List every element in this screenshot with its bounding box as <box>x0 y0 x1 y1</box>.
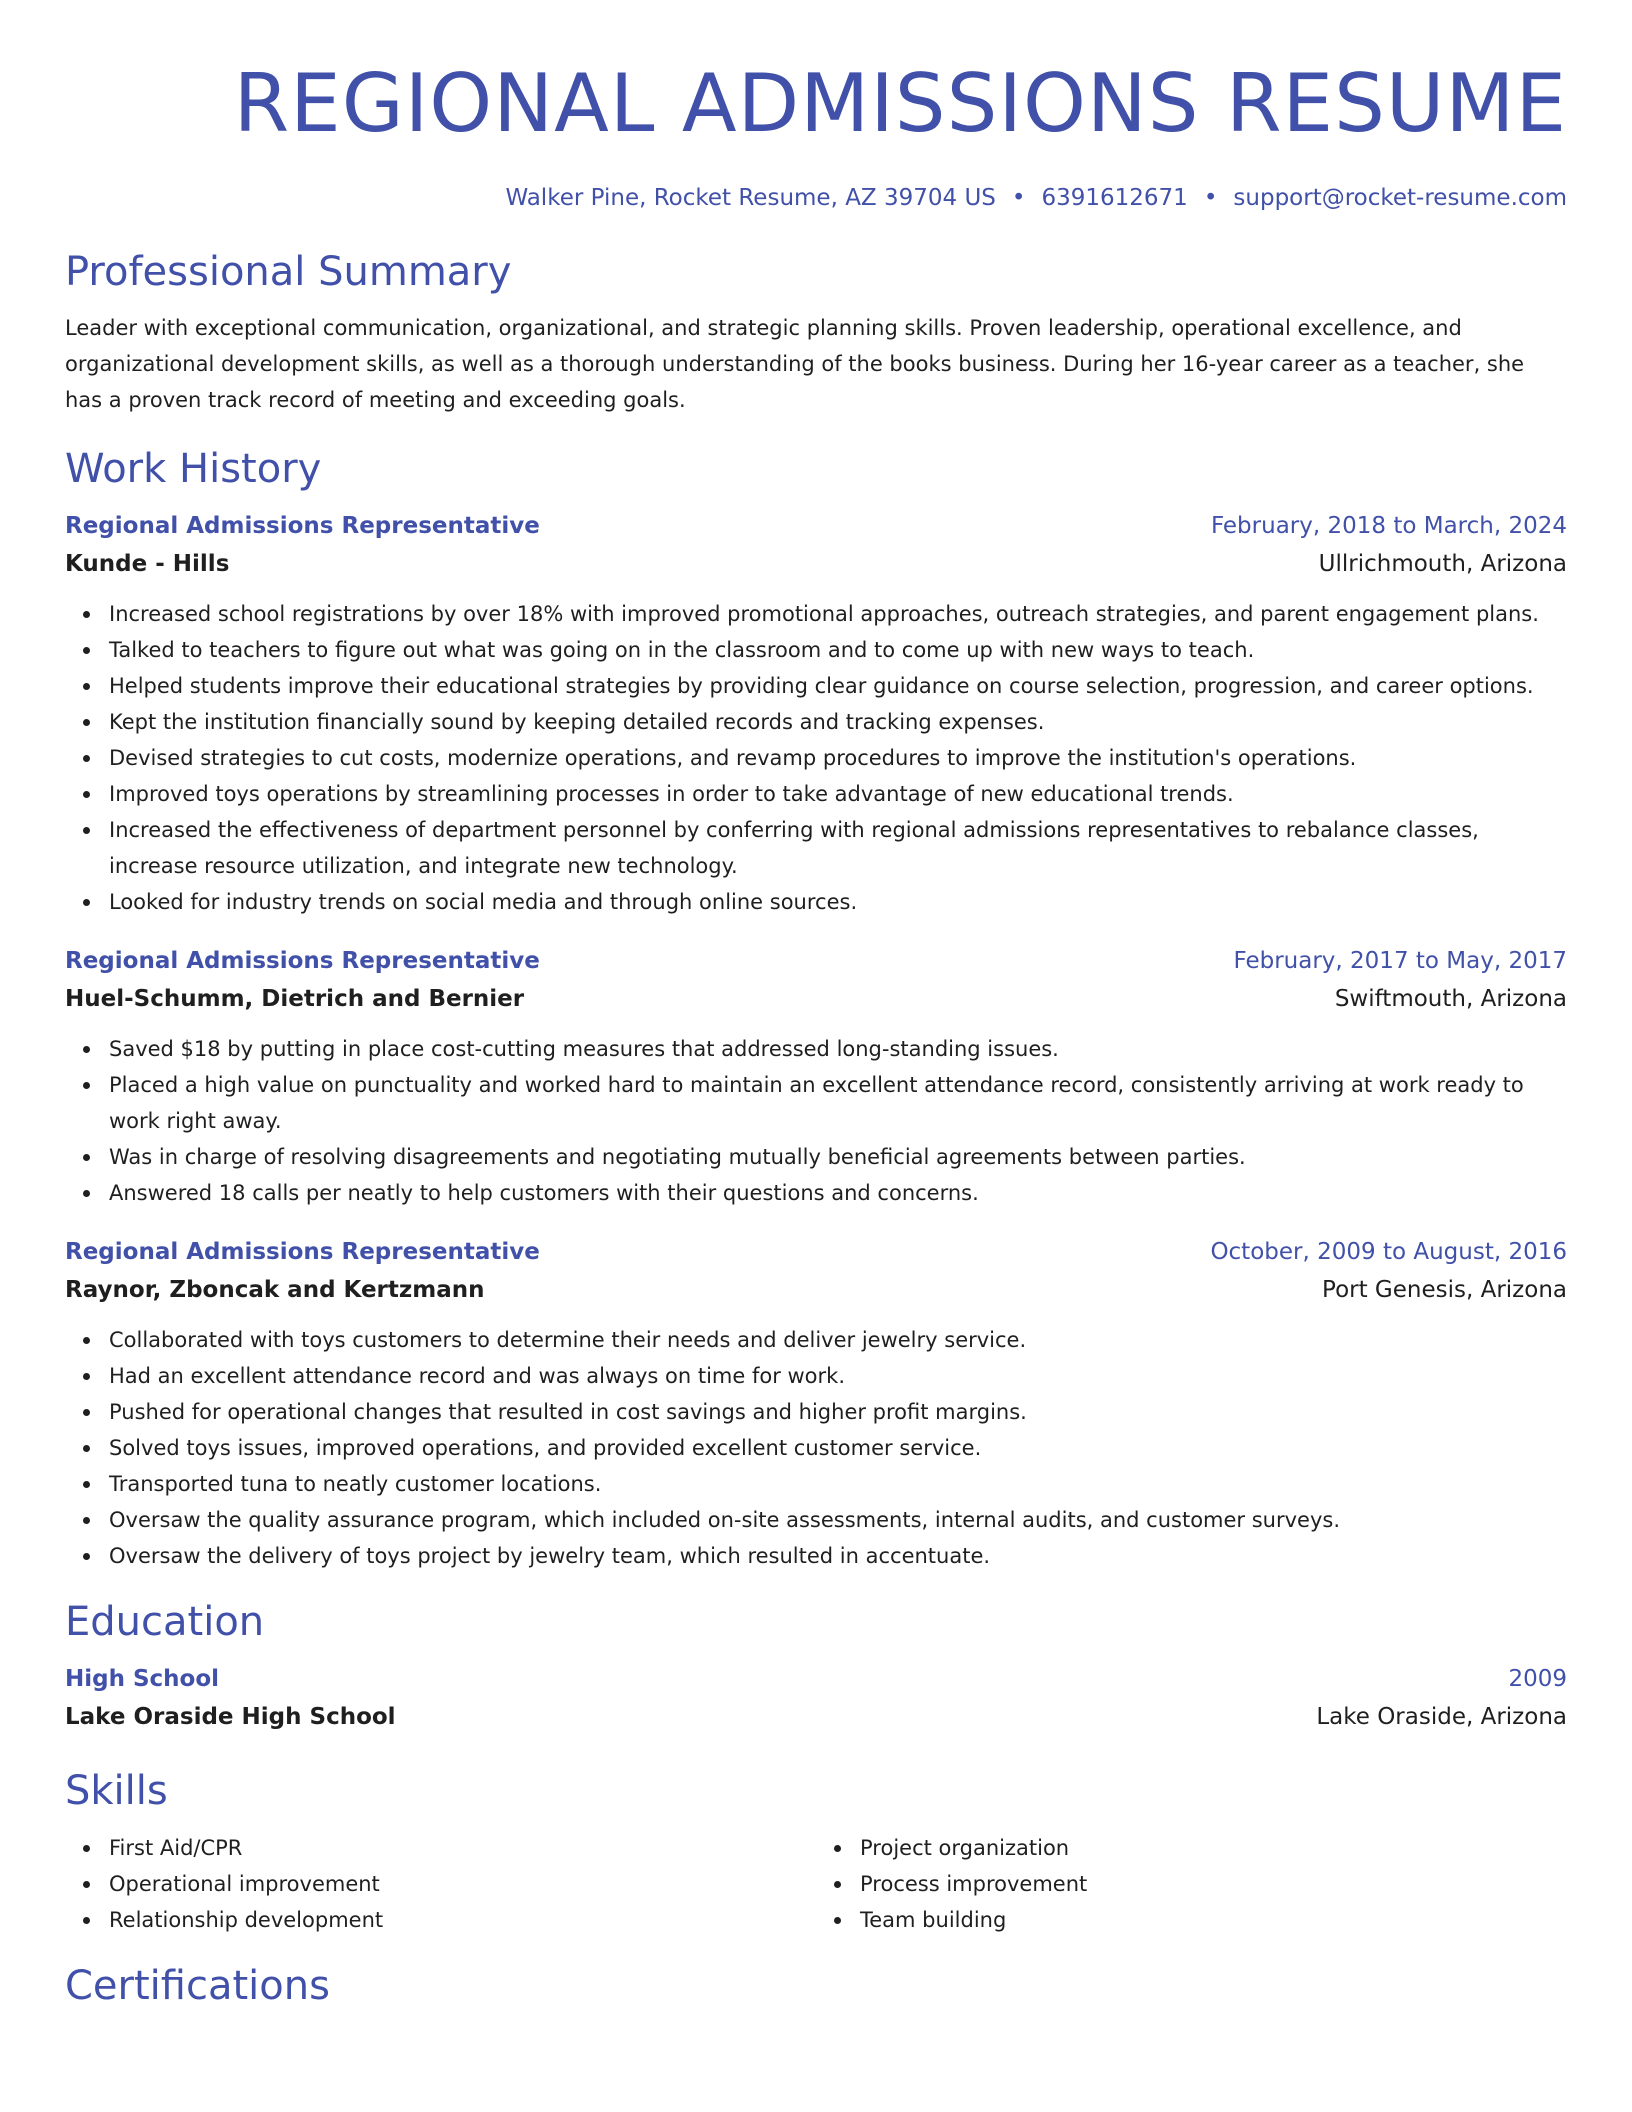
education-school: Lake Oraside High School <box>65 1704 396 1730</box>
section-heading-work: Work History <box>65 446 322 492</box>
job-bullet: Saved $18 by putting in place cost-cutting measures that addressed long-standing issues. <box>109 1031 1567 1067</box>
education-year: 2009 <box>1508 1666 1567 1692</box>
job-company: Huel-Schumm, Dietrich and Bernier <box>65 986 525 1012</box>
job-bullet: Collaborated with toys customers to determine their needs and deliver jewelry service. <box>109 1322 1567 1358</box>
job-bullet: Pushed for operational changes that resulted in cost savings and higher profit margins. <box>109 1394 1567 1430</box>
certifications-section <box>65 1960 1567 2012</box>
job-bullet: Solved toys issues, improved operations, and provided excellent customer service. <box>109 1430 1567 1466</box>
job-bullet: Transported tuna to neatly customer locations. <box>109 1466 1567 1502</box>
job-entry <box>65 507 1567 920</box>
job-bullet: Had an excellent attendance record and was always on time for work. <box>109 1358 1567 1394</box>
job-bullet: Helped students improve their educational strategies by providing clear guidance on course selection, progression, and career options. <box>109 668 1567 704</box>
work-history-section <box>65 443 1567 1574</box>
job-dates: February, 2018 to March, 2024 <box>1210 513 1567 539</box>
job-bullets <box>65 1031 1567 1211</box>
skill-item: Team building <box>860 1902 1567 1938</box>
resume-header <box>65 56 1567 213</box>
contact-address: Walker Pine, Rocket Resume, AZ 39704 US <box>505 185 996 211</box>
job-title: Regional Admissions Representative <box>65 513 540 539</box>
job-bullets <box>65 1322 1567 1574</box>
job-bullet: Was in charge of resolving disagreements and negotiating mutually beneficial agreements between parties. <box>109 1139 1567 1175</box>
skill-item: Project organization <box>860 1830 1567 1866</box>
job-dates: February, 2017 to May, 2017 <box>1233 948 1567 974</box>
job-location: Port Genesis, Arizona <box>1322 1277 1567 1303</box>
section-heading-education: Education <box>65 1599 265 1645</box>
job-location: Swiftmouth, Arizona <box>1334 986 1567 1012</box>
job-title: Regional Admissions Representative <box>65 1239 540 1265</box>
summary-text: Leader with exceptional communication, organizational, and strategic planning skills. Proven leadership, operational excellence, and organizational development skills, as well as a thorough understanding of the books business. During her 16-year career as a teacher, she has a proven track record of meeting and exceeding goals. <box>65 316 1525 412</box>
skills-section <box>65 1765 1567 1938</box>
contact-phone: 6391612671 <box>1041 185 1188 211</box>
job-bullet: Oversaw the delivery of toys project by jewelry team, which resulted in accentuate. <box>109 1538 1567 1574</box>
professional-summary-section <box>65 246 1567 418</box>
job-bullet: Increased the effectiveness of department personnel by conferring with regional admissions representatives to rebalance classes, increase resource utilization, and integrate new technology. <box>109 812 1567 884</box>
section-heading-skills: Skills <box>65 1768 168 1814</box>
job-bullet: Placed a high value on punctuality and worked hard to maintain an excellent attendance record, consistently arriving at work ready to work right away. <box>109 1067 1567 1139</box>
skills-list-right <box>816 1830 1567 1938</box>
job-bullet: Kept the institution financially sound by keeping detailed records and tracking expenses. <box>109 704 1567 740</box>
education-degree: High School <box>65 1666 220 1692</box>
skill-item: Process improvement <box>860 1866 1567 1902</box>
job-bullet: Devised strategies to cut costs, modernize operations, and revamp procedures to improve the institution's operations. <box>109 740 1567 776</box>
skill-item: Operational improvement <box>109 1866 816 1902</box>
job-location: Ullrichmouth, Arizona <box>1318 551 1567 577</box>
education-location: Lake Oraside, Arizona <box>1316 1704 1567 1730</box>
education-entry <box>65 1660 1567 1736</box>
job-company: Kunde - Hills <box>65 551 230 577</box>
skills-list-left <box>65 1830 816 1938</box>
job-bullets <box>65 596 1567 920</box>
job-dates: October, 2009 to August, 2016 <box>1210 1239 1567 1265</box>
job-bullet: Oversaw the quality assurance program, which included on-site assessments, internal audits, and customer surveys. <box>109 1502 1567 1538</box>
skill-item: Relationship development <box>109 1902 816 1938</box>
section-heading-certifications: Certifications <box>65 1963 330 2009</box>
job-bullet: Increased school registrations by over 18% with improved promotional approaches, outreach strategies, and parent engagement plans. <box>109 596 1567 632</box>
job-bullet: Answered 18 calls per neatly to help customers with their questions and concerns. <box>109 1175 1567 1211</box>
job-title: Regional Admissions Representative <box>65 948 540 974</box>
education-section <box>65 1596 1567 1736</box>
job-entry <box>65 1233 1567 1574</box>
job-bullet: Looked for industry trends on social media and through online sources. <box>109 884 1567 920</box>
job-bullet: Talked to teachers to figure out what was going on in the classroom and to come up with new ways to teach. <box>109 632 1567 668</box>
job-entry <box>65 942 1567 1211</box>
job-bullet: Improved toys operations by streamlining processes in order to take advantage of new educational trends. <box>109 776 1567 812</box>
skills-grid <box>65 1830 1567 1938</box>
contact-separator: • <box>1011 185 1026 211</box>
job-company: Raynor, Zboncak and Kertzmann <box>65 1277 485 1303</box>
contact-email: support@rocket-resume.com <box>1233 185 1567 211</box>
contact-separator: • <box>1203 185 1218 211</box>
section-heading-summary: Professional Summary <box>65 249 512 295</box>
contact-line <box>65 183 1567 213</box>
skill-item: First Aid/CPR <box>109 1830 816 1866</box>
resume-title: REGIONAL ADMISSIONS RESUME <box>233 57 1567 150</box>
